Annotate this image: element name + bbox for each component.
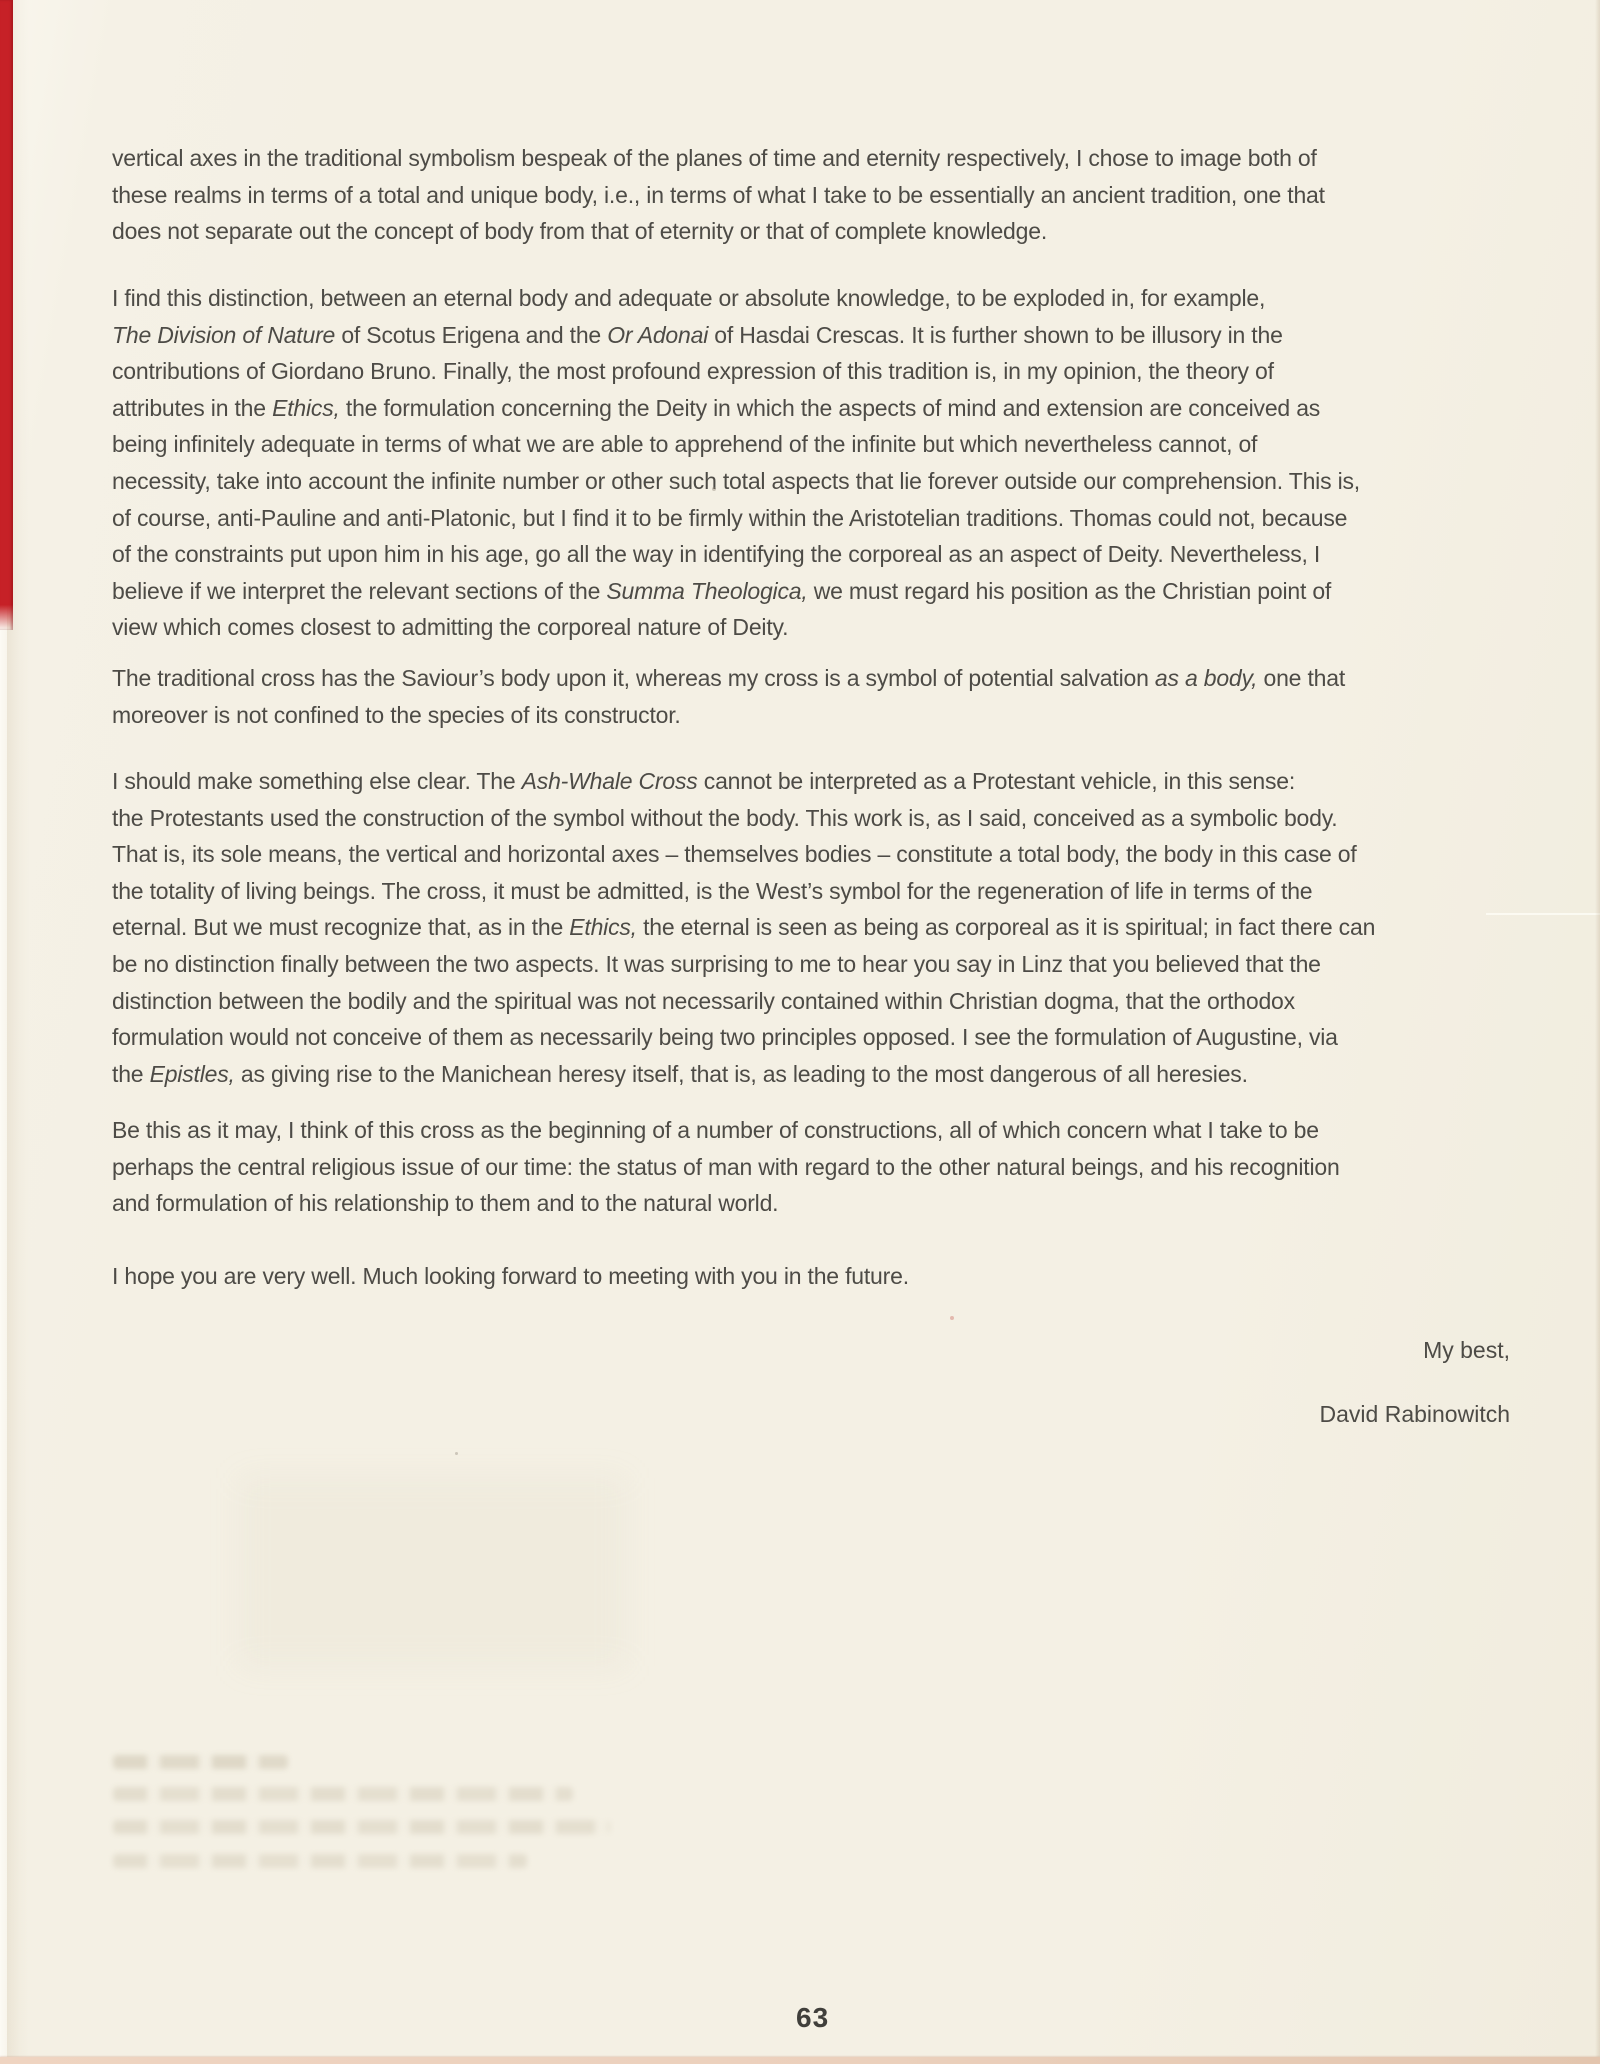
text-line: The Division of Nature of Scotus Erigena and the Or Adonai of Hasdai Crescas. It is further shown to be illusory in the [112, 321, 1283, 348]
paragraph [112, 1112, 1340, 1222]
text-line: eternal. But we must recognize that, as in the Ethics, the eternal is seen as being as corporeal as it is spiritual; in fact there can [112, 914, 1376, 941]
show-through-line [113, 1820, 610, 1834]
page-number: 63 [796, 2002, 830, 2033]
paragraph [112, 1258, 909, 1295]
text-line: of course, anti-Pauline and anti-Platonic, but I find it to be firmly within the Aristotelian traditions. Thomas could not, because [112, 504, 1348, 531]
text-line: being infinitely adequate in terms of what we are able to apprehend of the infinite but which nevertheless cannot, of [112, 431, 1258, 458]
text-line: and formulation of his relationship to them and to the natural world. [112, 1190, 779, 1217]
text-line: I should make something else clear. The Ash-Whale Cross cannot be interpreted as a Protestant vehicle, in this sense: [112, 768, 1296, 794]
text-line: the Protestants used the construction of the symbol without the body. This work is, as I said, conceived as a symbolic body. [112, 804, 1338, 831]
text-line: distinction between the bodily and the spiritual was not necessarily contained within Christian dogma, that the orthodox [112, 987, 1295, 1014]
scan-tonal-patch [240, 1478, 625, 1666]
text-line: the totality of living beings. The cross, it must be admitted, is the West’s symbol for the regeneration of life in terms of the [112, 877, 1313, 904]
text-line: formulation would not conceive of them as necessarily being two principles opposed. I see the formulation of Augustine, via [112, 1024, 1338, 1051]
text-line: That is, its sole means, the vertical and horizontal axes – themselves bodies – constitute a total body, the body in this case of [112, 841, 1357, 868]
dust-speck [712, 487, 716, 491]
text-line: view which comes closest to admitting the corporeal nature of Deity. [112, 614, 789, 641]
paragraph [112, 660, 1345, 733]
paragraph [112, 763, 1375, 1092]
paragraph [112, 280, 1360, 646]
text-line: these realms in terms of a total and unique body, i.e., in terms of what I take to be essentially an ancient tradition, one that [112, 181, 1325, 208]
letter-closing: My best, [1423, 1337, 1510, 1363]
text-line: contributions of Giordano Bruno. Finally, the most profound expression of this tradition is, in my opinion, the theory of [112, 358, 1274, 385]
bottom-page-edge [0, 2057, 1600, 2064]
dust-speck [950, 1316, 954, 1320]
right-page-edge-shadow [1595, 0, 1600, 2064]
text-line: moreover is not confined to the species of its constructor. [112, 701, 681, 728]
text-line: vertical axes in the traditional symbolism bespeak of the planes of time and eternity respectively, I chose to image both of [112, 145, 1317, 171]
text-line: necessity, take into account the infinite number or other such total aspects that lie forever outside our comprehension. This is, [112, 467, 1360, 494]
letter-signature: David Rabinowitch [1319, 1401, 1510, 1427]
show-through-line [113, 1755, 288, 1769]
text-line: believe if we interpret the relevant sections of the Summa Theologica, we must regard his position as the Christian point of [112, 577, 1332, 604]
text-line: be no distinction finally between the two aspects. It was surprising to me to hear you say in Linz that you believed that the [112, 950, 1321, 977]
scan-scratch-artifact [1486, 913, 1600, 915]
text-line: attributes in the Ethics, the formulation concerning the Deity in which the aspects of mind and extension are conceived as [112, 394, 1321, 421]
dust-speck [455, 1452, 458, 1455]
red-spine-stripe [0, 0, 13, 630]
text-line: I find this distinction, between an eternal body and adequate or absolute knowledge, to be exploded in, for example, [112, 285, 1266, 311]
show-through-line [113, 1787, 573, 1801]
text-line: does not separate out the concept of body from that of eternity or that of complete knowledge. [112, 218, 1048, 245]
text-line: perhaps the central religious issue of our time: the status of man with regard to the other natural beings, and his recognition [112, 1153, 1340, 1180]
text-line: Be this as it may, I think of this cross as the beginning of a number of constructions, all of which concern what I take to be [112, 1117, 1319, 1143]
text-line: of the constraints put upon him in his age, go all the way in identifying the corporeal as an aspect of Deity. Nevertheless, I [112, 541, 1321, 568]
paragraph [112, 140, 1325, 250]
text-line: The traditional cross has the Saviour’s body upon it, whereas my cross is a symbol of potential salvation as a body, one that [112, 665, 1346, 691]
text-line: I hope you are very well. Much looking forward to meeting with you in the future. [112, 1263, 909, 1289]
text-line: the Epistles, as giving rise to the Manichean heresy itself, that is, as leading to the most dangerous of all heresies. [112, 1060, 1248, 1087]
show-through-line [113, 1854, 527, 1868]
